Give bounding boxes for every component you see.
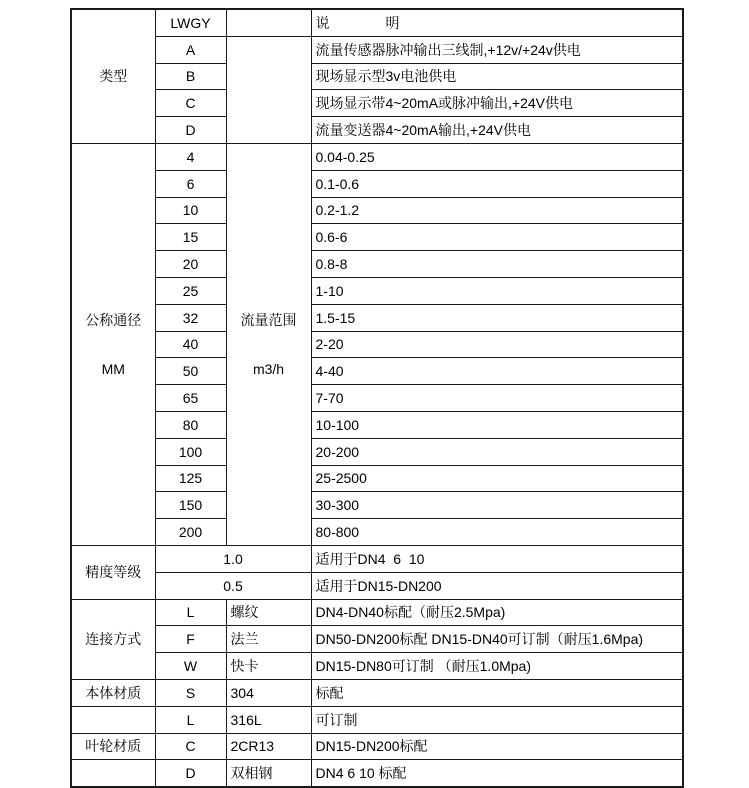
diameter-row — [71, 331, 683, 358]
type-code-cell: C — [155, 90, 226, 117]
material-desc-cell: DN4 6 10 标配 — [311, 760, 683, 787]
type-desc-cell: 流量传感器脉冲输出三线制,+12v/+24v供电 — [311, 36, 683, 63]
material-name-cell: 双相钢 — [226, 760, 311, 787]
diameter-row — [71, 411, 683, 438]
dn-cell: 15 — [155, 224, 226, 251]
material-name-cell: 304 — [226, 679, 311, 706]
flowmeter-spec-table — [70, 8, 684, 788]
dn-cell: 6 — [155, 170, 226, 197]
connection-name-cell: 螺纹 — [226, 599, 311, 626]
spec-table-container — [70, 8, 684, 788]
empty-cell — [226, 36, 311, 143]
connection-code-cell: F — [155, 626, 226, 653]
connection-name-cell: 法兰 — [226, 626, 311, 653]
connection-section-label: 连接方式 — [71, 599, 155, 679]
diameter-section-label — [71, 143, 155, 545]
connection-row — [71, 653, 683, 680]
dn-cell: 150 — [155, 492, 226, 519]
material-row — [71, 679, 683, 706]
accuracy-row — [71, 572, 683, 599]
diameter-row — [71, 358, 683, 385]
accuracy-section-label: 精度等级 — [71, 545, 155, 599]
accuracy-desc-cell: 适用于DN15-DN200 — [311, 572, 683, 599]
flow-range-line2: m3/h — [252, 360, 285, 377]
accuracy-value-cell: 0.5 — [155, 572, 311, 599]
type-row — [71, 117, 683, 144]
type-desc-cell: 现场显示带4~20mA或脉冲输出,+24V供电 — [311, 90, 683, 117]
material-row — [71, 706, 683, 733]
dn-cell: 32 — [155, 304, 226, 331]
material-desc-cell: 标配 — [311, 679, 683, 706]
range-cell: 1-10 — [311, 277, 683, 304]
range-cell: 30-300 — [311, 492, 683, 519]
material-row — [71, 760, 683, 787]
range-cell: 0.1-0.6 — [311, 170, 683, 197]
connection-desc-cell: DN4-DN40标配（耐压2.5Mpa) — [311, 599, 683, 626]
diameter-row — [71, 170, 683, 197]
material-section-label: 叶轮材质 — [71, 733, 155, 760]
dn-cell: 40 — [155, 331, 226, 358]
dn-cell: 10 — [155, 197, 226, 224]
diameter-row — [71, 438, 683, 465]
type-code-cell: A — [155, 36, 226, 63]
material-name-cell: 2CR13 — [226, 733, 311, 760]
type-row — [71, 63, 683, 90]
diameter-row — [71, 143, 683, 170]
accuracy-desc-cell: 适用于DN4 6 10 — [311, 545, 683, 572]
connection-desc-cell: DN50-DN200标配 DN15-DN40可订制（耐压1.6Mpa) — [311, 626, 683, 653]
model-code-cell: LWGY — [155, 9, 226, 36]
material-code-cell: D — [155, 760, 226, 787]
diameter-row — [71, 224, 683, 251]
diameter-row — [71, 251, 683, 278]
header-row — [71, 9, 683, 36]
flow-range-label — [226, 143, 311, 545]
material-row — [71, 733, 683, 760]
dn-cell: 80 — [155, 411, 226, 438]
accuracy-row — [71, 545, 683, 572]
material-code-cell: L — [155, 706, 226, 733]
range-cell: 0.2-1.2 — [311, 197, 683, 224]
material-desc-cell: 可订制 — [311, 706, 683, 733]
type-code-cell: D — [155, 117, 226, 144]
range-cell: 80-800 — [311, 519, 683, 546]
type-section-label: 类型 — [71, 9, 155, 143]
type-code-cell: B — [155, 63, 226, 90]
empty-cell — [226, 9, 311, 36]
diameter-row — [71, 304, 683, 331]
connection-name-cell: 快卡 — [226, 653, 311, 680]
dn-cell: 125 — [155, 465, 226, 492]
range-cell: 7-70 — [311, 385, 683, 412]
range-cell: 25-2500 — [311, 465, 683, 492]
material-desc-cell: DN15-DN200标配 — [311, 733, 683, 760]
material-section-label — [71, 760, 155, 787]
dn-cell: 200 — [155, 519, 226, 546]
material-name-cell: 316L — [226, 706, 311, 733]
connection-row — [71, 599, 683, 626]
connection-code-cell: L — [155, 599, 226, 626]
material-section-label: 本体材质 — [71, 679, 155, 706]
range-cell: 1.5-15 — [311, 304, 683, 331]
diameter-row — [71, 277, 683, 304]
description-header-cell: 说 明 — [311, 9, 683, 36]
type-row — [71, 36, 683, 63]
flow-range-line1: 流量范围 — [240, 311, 297, 328]
range-cell: 0.8-8 — [311, 251, 683, 278]
range-cell: 10-100 — [311, 411, 683, 438]
material-section-label — [71, 706, 155, 733]
range-cell: 4-40 — [311, 358, 683, 385]
connection-code-cell: W — [155, 653, 226, 680]
type-desc-cell: 现场显示型3v电池供电 — [311, 63, 683, 90]
diameter-row — [71, 492, 683, 519]
range-cell: 0.6-6 — [311, 224, 683, 251]
range-cell: 2-20 — [311, 331, 683, 358]
dn-cell: 20 — [155, 251, 226, 278]
range-cell: 0.04-0.25 — [311, 143, 683, 170]
diameter-label-line2: MM — [101, 360, 125, 377]
material-code-cell: S — [155, 679, 226, 706]
diameter-row — [71, 197, 683, 224]
material-code-cell: C — [155, 733, 226, 760]
diameter-row — [71, 519, 683, 546]
diameter-label-line1: 公称通径 — [85, 311, 142, 328]
diameter-row — [71, 465, 683, 492]
dn-cell: 65 — [155, 385, 226, 412]
accuracy-value-cell: 1.0 — [155, 545, 311, 572]
dn-cell: 50 — [155, 358, 226, 385]
connection-desc-cell: DN15-DN80可订制 （耐压1.0Mpa) — [311, 653, 683, 680]
dn-cell: 25 — [155, 277, 226, 304]
dn-cell: 100 — [155, 438, 226, 465]
dn-cell: 4 — [155, 143, 226, 170]
diameter-row — [71, 385, 683, 412]
type-desc-cell: 流量变送器4~20mA输出,+24V供电 — [311, 117, 683, 144]
connection-row — [71, 626, 683, 653]
range-cell: 20-200 — [311, 438, 683, 465]
type-row — [71, 90, 683, 117]
